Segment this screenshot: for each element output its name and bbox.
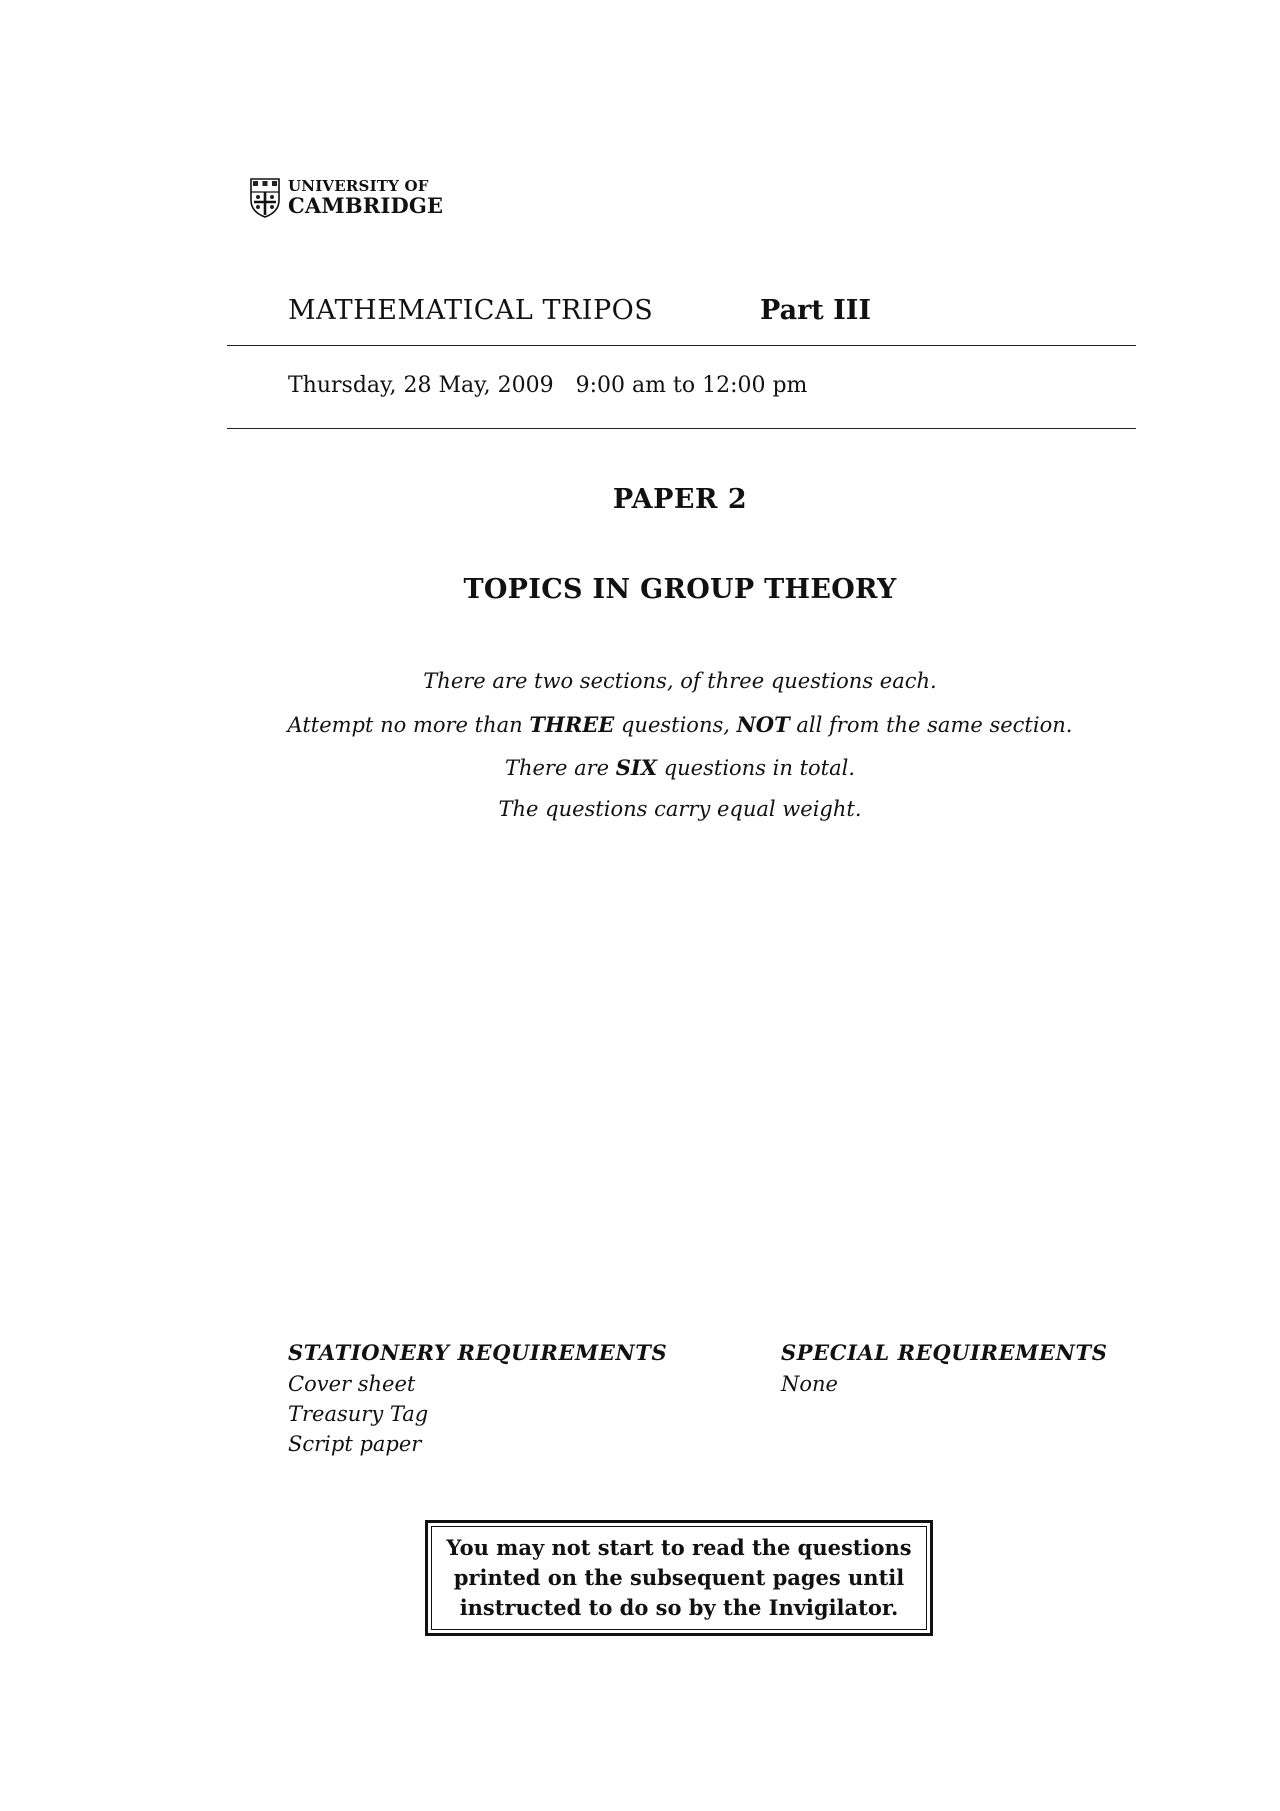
logo-line-1: UNIVERSITY OF bbox=[288, 177, 429, 196]
stationery-item: Cover sheet bbox=[288, 1372, 416, 1396]
logo-line-2: CAMBRIDGE bbox=[288, 192, 444, 218]
invigilator-notice bbox=[425, 1520, 933, 1636]
exam-datetime bbox=[288, 373, 807, 398]
special-requirements bbox=[781, 1340, 1107, 1399]
special-item: None bbox=[781, 1372, 838, 1396]
exam-part: Part III bbox=[760, 295, 872, 326]
stationery-item: Treasury Tag bbox=[288, 1402, 429, 1426]
notice-line: You may not start to read the questions bbox=[446, 1535, 912, 1560]
notice-line: printed on the subsequent pages until bbox=[453, 1565, 905, 1590]
instruction-emphasis: SIX bbox=[615, 755, 658, 780]
instruction-total bbox=[0, 755, 1280, 780]
stationery-requirements bbox=[288, 1340, 667, 1459]
instruction-text: all from the same section. bbox=[789, 713, 1073, 737]
notice-line: instructed to do so by the Invigilator. bbox=[459, 1595, 899, 1620]
exam-title: MATHEMATICAL TRIPOS bbox=[288, 295, 654, 326]
instruction-text: questions, bbox=[614, 713, 737, 737]
instruction-attempt bbox=[0, 712, 1280, 737]
instruction-text: Attempt no more than bbox=[287, 713, 530, 737]
instruction-emphasis: NOT bbox=[736, 712, 790, 737]
special-heading: SPECIAL REQUIREMENTS bbox=[781, 1340, 1108, 1365]
instruction-text: questions in total. bbox=[657, 756, 856, 780]
instruction-text: There are bbox=[504, 756, 616, 780]
instruction-weight: The questions carry equal weight. bbox=[498, 797, 862, 821]
stationery-heading: STATIONERY REQUIREMENTS bbox=[288, 1340, 668, 1365]
university-logo bbox=[250, 178, 443, 218]
exam-date: Thursday, 28 May, 2009 bbox=[288, 373, 554, 398]
stationery-item: Script paper bbox=[288, 1432, 422, 1456]
instruction-sections: There are two sections, of three questions each. bbox=[423, 669, 937, 693]
paper-number: PAPER 2 bbox=[612, 484, 748, 515]
header-rule-bottom bbox=[227, 428, 1136, 429]
instruction-emphasis: THREE bbox=[529, 712, 615, 737]
paper-title: TOPICS IN GROUP THEORY bbox=[463, 574, 897, 605]
cambridge-crest-icon bbox=[250, 178, 280, 218]
exam-time: 9:00 am to 12:00 pm bbox=[575, 373, 808, 398]
header-rule-top bbox=[227, 345, 1136, 346]
